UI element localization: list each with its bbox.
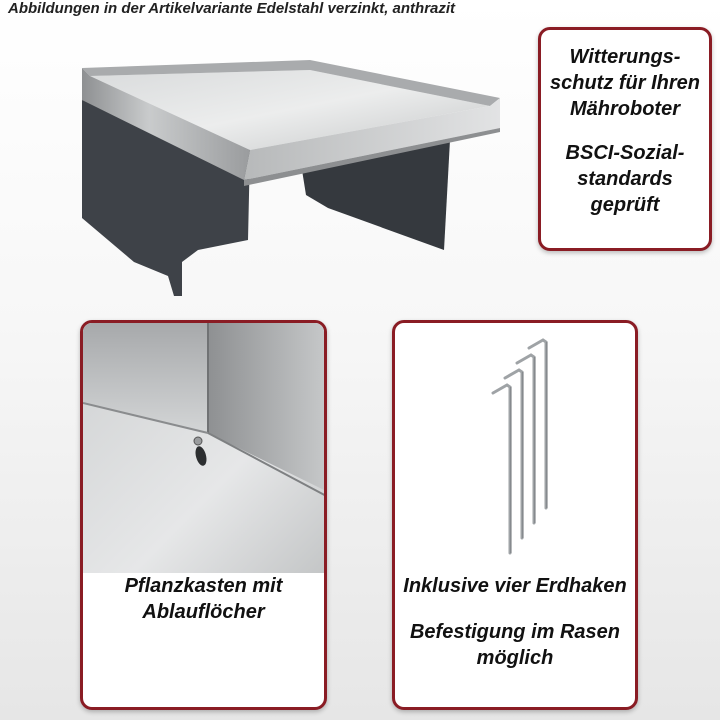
hooks-line3: möglich bbox=[476, 647, 554, 669]
hooks-line2: Befestigung im Rasen bbox=[409, 621, 621, 643]
planter-line2: Ablauflöcher bbox=[142, 601, 265, 623]
hooks-box bbox=[392, 320, 638, 710]
planter-photo bbox=[83, 323, 327, 573]
feature-bsci-line1: BSCI-Sozial- bbox=[565, 142, 685, 164]
product-caption: Abbildungen in der Artikelvariante Edelstahl verzinkt, anthrazit bbox=[8, 0, 456, 17]
product-image bbox=[70, 40, 510, 310]
ground-hooks-icon bbox=[395, 323, 638, 573]
feature-weather-line1: Witterungs- bbox=[569, 46, 681, 68]
planter-box bbox=[80, 320, 327, 710]
feature-weather-line2: schutz für Ihren bbox=[549, 72, 700, 94]
feature-weather-line3: Mähroboter bbox=[570, 98, 680, 120]
hooks-line1: Inklusive vier Erdhaken bbox=[403, 575, 627, 597]
feature-bsci-line3: geprüft bbox=[590, 194, 660, 216]
features-box bbox=[538, 27, 712, 251]
planter-line1: Pflanzkasten mit bbox=[124, 575, 283, 597]
feature-bsci-line2: standards bbox=[577, 168, 673, 190]
